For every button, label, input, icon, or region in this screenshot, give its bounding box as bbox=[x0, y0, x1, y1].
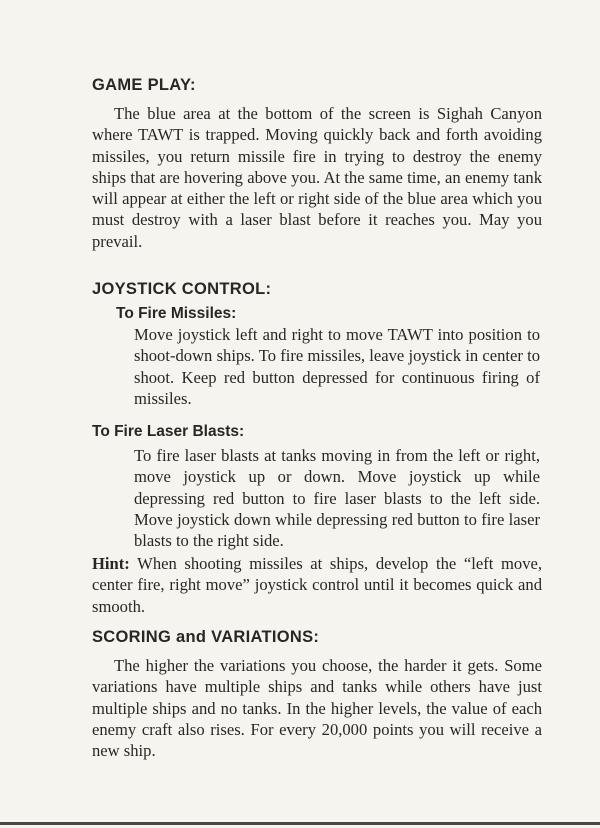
scoring-heading: SCORING and VARIATIONS: bbox=[92, 628, 320, 646]
hint-text: When shooting missiles at ships, develop the “left move, center fire, right move” joystick control until it becomes quick and smooth. bbox=[92, 554, 542, 616]
hint-label: Hint: bbox=[92, 554, 130, 573]
fire-laser-paragraph: To fire laser blasts at tanks moving in from the left or right, move joystick up or down. Move joystick up while depressing red button to fire laser blasts to the left side. Move joystick down while depressing red button to fire laser blasts to the right side. bbox=[134, 446, 540, 551]
scoring-paragraph: The higher the variations you choose, the harder it gets. Some variations have multiple ships and tanks while others have just multiple ships and no tanks. In the higher levels, the value of each enemy craft also rises. For every 20,000 points you will receive a new ship. bbox=[92, 656, 542, 761]
fire-laser-subheading: To Fire Laser Blasts: bbox=[92, 423, 245, 440]
bottom-edge-rule bbox=[0, 822, 600, 825]
fire-missiles-paragraph: Move joystick left and right to move TAWT into position to shoot-down ships. To fire missiles, leave joystick in center to shoot. Keep red button depressed for continuous firing of missiles. bbox=[134, 325, 540, 408]
game-play-paragraph: The blue area at the bottom of the screen is Sighah Canyon where TAWT is trapped. Moving quickly back and forth avoiding missiles, you return missile fire in trying to destroy the enemy ships that are hovering above you. At the same time, an enemy tank will appear at either the left or right side of the blue area which you must destroy with a laser blast before it reaches you. May you prevail. bbox=[92, 104, 542, 251]
game-play-heading: GAME PLAY: bbox=[92, 76, 196, 94]
joystick-control-heading: JOYSTICK CONTROL: bbox=[92, 280, 272, 298]
hint-paragraph bbox=[92, 553, 542, 617]
fire-missiles-subheading: To Fire Missiles: bbox=[116, 305, 237, 322]
